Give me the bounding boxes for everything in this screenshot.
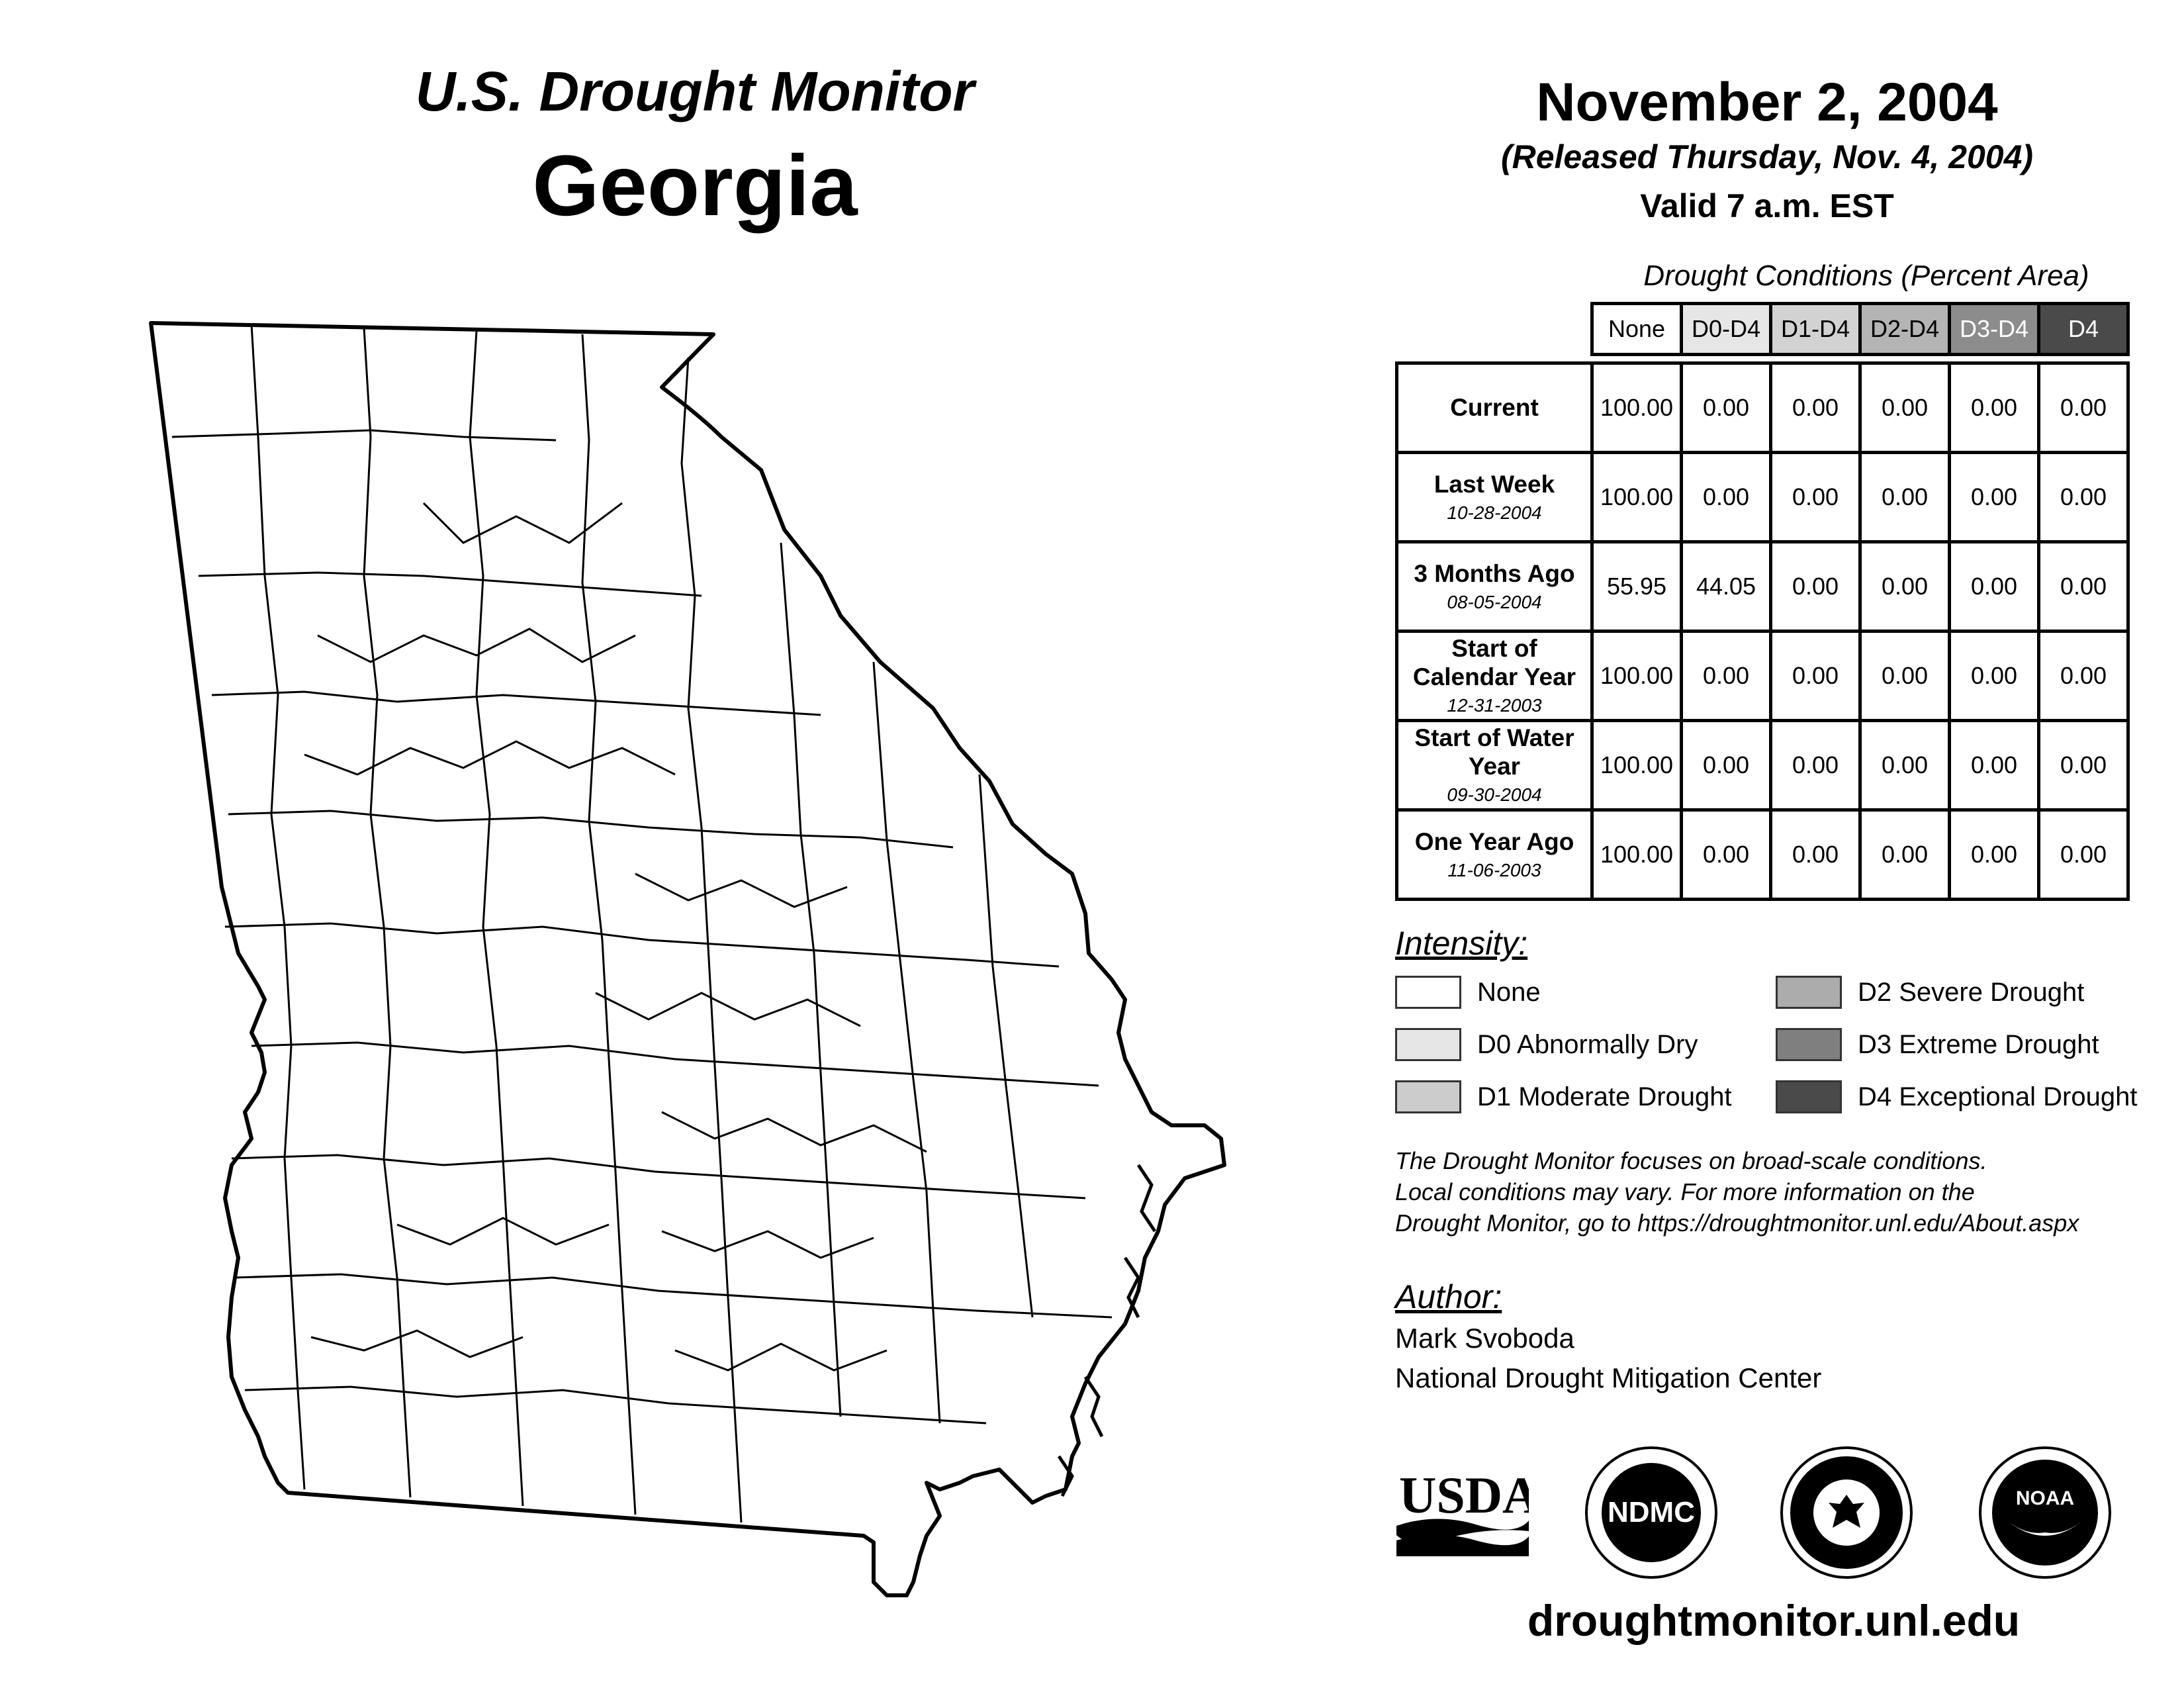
note-line: The Drought Monitor focuses on broad-scale conditions. — [1395, 1147, 1987, 1174]
legend-d4 — [1776, 1080, 2137, 1113]
note-line: Local conditions may vary. For more information on the — [1395, 1178, 1975, 1205]
ndmc-logo-text: NDMC — [1608, 1496, 1695, 1528]
map-date: November 2, 2004 — [1536, 72, 1998, 132]
eagle-icon — [1813, 1479, 1880, 1546]
doc-seal-inner — [1790, 1456, 1903, 1569]
table-cell: 0.00 — [1950, 632, 2039, 721]
row-label-text: One Year Ago — [1414, 827, 1574, 855]
row-date: 10-28-2004 — [1447, 502, 1542, 524]
row-date: 11-06-2003 — [1447, 860, 1541, 881]
ndmc-logo — [1585, 1446, 1717, 1579]
table-cell: 0.00 — [2039, 721, 2128, 810]
table-cell: 0.00 — [1771, 363, 1860, 453]
table-cell: 0.00 — [2039, 632, 2128, 721]
legend-none — [1395, 976, 1541, 1009]
table-cell: 0.00 — [1771, 632, 1860, 721]
table-gap-row — [1397, 355, 2128, 363]
header-d0-d4: D0-D4 — [1682, 304, 1771, 355]
legend-swatch — [1776, 1080, 1842, 1113]
noaa-logo-inner — [1992, 1460, 2098, 1566]
table-cell: 0.00 — [1860, 810, 1950, 900]
table-cell: 44.05 — [1682, 542, 1771, 632]
legend-swatch — [1395, 1028, 1461, 1061]
table-row — [1397, 721, 2128, 810]
row-label-text: Last Week — [1433, 470, 1555, 498]
usda-logo-text: USDA — [1399, 1466, 1529, 1524]
legend-swatch — [1395, 1080, 1461, 1113]
table-cell: 0.00 — [1771, 810, 1860, 900]
table-cell: 0.00 — [1860, 363, 1950, 453]
table-cell: 55.95 — [1592, 542, 1682, 632]
table-cell: 0.00 — [1771, 721, 1860, 810]
table-cell: 0.00 — [2039, 542, 2128, 632]
valid-time: Valid 7 a.m. EST — [1640, 187, 1894, 224]
legend-label: D4 Exceptional Drought — [1858, 1082, 2138, 1111]
legend-d3 — [1776, 1028, 2099, 1061]
author-org: National Drought Mitigation Center — [1395, 1362, 1822, 1393]
table-row — [1397, 542, 2128, 632]
table-cell: 0.00 — [1950, 363, 2039, 453]
table-cell: 0.00 — [1682, 721, 1771, 810]
table-cell: 0.00 — [1860, 632, 1950, 721]
row-label-text: 3 Months Ago — [1414, 559, 1575, 587]
table-cell: 0.00 — [1771, 542, 1860, 632]
table-cell: 0.00 — [1860, 542, 1950, 632]
header-blank-cell — [1397, 304, 1592, 355]
row-label-text: Start of Calendar Year — [1412, 635, 1576, 690]
legend-swatch — [1776, 1028, 1842, 1061]
header-d4: D4 — [2039, 304, 2128, 355]
legend-label: D1 Moderate Drought — [1477, 1082, 1732, 1111]
table-cell: 100.00 — [1592, 632, 1682, 721]
legend-label: D2 Severe Drought — [1858, 977, 2085, 1007]
table-cell: 100.00 — [1592, 721, 1682, 810]
row-label — [1397, 632, 1592, 721]
table-cell: 0.00 — [1771, 453, 1860, 542]
table-cell: 0.00 — [1682, 453, 1771, 542]
table-cell: 0.00 — [1950, 810, 2039, 900]
doc-seal — [1780, 1446, 1913, 1579]
conditions-table-title: Drought Conditions (Percent Area) — [1643, 259, 2089, 292]
row-date: 09-30-2004 — [1447, 784, 1542, 806]
disclaimer-note — [1395, 1145, 2176, 1239]
bird-icon — [1992, 1506, 2098, 1566]
row-label — [1397, 721, 1592, 810]
table-cell: 100.00 — [1592, 453, 1682, 542]
row-label — [1397, 810, 1592, 900]
table-header-row — [1397, 304, 2128, 355]
table-cell: 100.00 — [1592, 810, 1682, 900]
georgia-map — [132, 311, 1244, 1615]
row-date: 12-31-2003 — [1447, 695, 1542, 716]
header-d1-d4: D1-D4 — [1771, 304, 1860, 355]
ndmc-logo-inner — [1602, 1463, 1701, 1562]
author-title: Author: — [1395, 1278, 1502, 1315]
map-title: U.S. Drought Monitor — [415, 60, 975, 122]
table-cell: 0.00 — [1860, 453, 1950, 542]
note-line: Drought Monitor, go to https://droughtmonitor.unl.edu/About.aspx — [1395, 1209, 2079, 1237]
footer-url[interactable]: droughtmonitor.unl.edu — [1527, 1596, 2021, 1645]
table-row — [1397, 363, 2128, 453]
table-cell: 0.00 — [1682, 632, 1771, 721]
table-cell: 0.00 — [1860, 721, 1950, 810]
table-cell: 0.00 — [2039, 810, 2128, 900]
row-label — [1397, 542, 1592, 632]
noaa-logo-text: NOAA — [2015, 1487, 2075, 1509]
legend-swatch — [1395, 976, 1461, 1009]
table-cell: 100.00 — [1592, 363, 1682, 453]
table-cell: 0.00 — [1950, 721, 2039, 810]
legend-d2 — [1776, 976, 2084, 1009]
row-label — [1397, 453, 1592, 542]
table-cell: 0.00 — [1950, 453, 2039, 542]
release-date: (Released Thursday, Nov. 4, 2004) — [1500, 138, 2034, 175]
usda-logo — [1396, 1466, 1529, 1559]
header-d2-d4: D2-D4 — [1860, 304, 1950, 355]
drought-conditions-table — [1395, 302, 2130, 901]
row-label — [1397, 363, 1592, 453]
row-date: 08-05-2004 — [1447, 592, 1542, 613]
author-name: Mark Svoboda — [1395, 1323, 1574, 1354]
legend-d1 — [1395, 1080, 1732, 1113]
table-cell: 0.00 — [1682, 810, 1771, 900]
legend-label: None — [1477, 977, 1541, 1007]
table-cell: 0.00 — [1682, 363, 1771, 453]
table-row — [1397, 453, 2128, 542]
header-none: None — [1592, 304, 1682, 355]
row-label-text: Current — [1450, 393, 1539, 421]
table-row — [1397, 632, 2128, 721]
header-d3-d4: D3-D4 — [1950, 304, 2039, 355]
legend-label: D0 Abnormally Dry — [1477, 1029, 1698, 1059]
legend-label: D3 Extreme Drought — [1858, 1029, 2099, 1059]
legend-swatch — [1776, 976, 1842, 1009]
table-cell: 0.00 — [2039, 363, 2128, 453]
state-name: Georgia — [532, 137, 858, 234]
row-label-text: Start of Water Year — [1414, 724, 1574, 780]
table-cell: 0.00 — [2039, 453, 2128, 542]
legend-d0 — [1395, 1028, 1698, 1061]
intensity-title: Intensity: — [1395, 925, 1528, 962]
noaa-logo — [1979, 1446, 2111, 1579]
table-row — [1397, 810, 2128, 900]
table-cell: 0.00 — [1950, 542, 2039, 632]
